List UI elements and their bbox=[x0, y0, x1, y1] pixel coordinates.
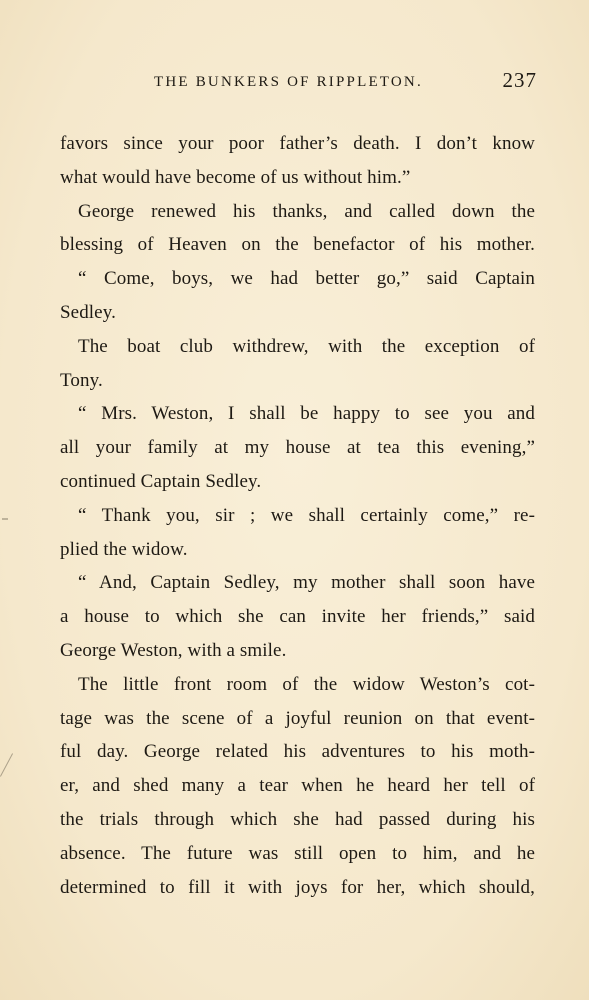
text-line: what would have become of us without him.” bbox=[60, 166, 411, 188]
body-text bbox=[60, 127, 535, 904]
text-line: favors since your poor father’s death. I don’t know bbox=[60, 133, 535, 154]
text-line: George Weston, with a smile. bbox=[60, 639, 287, 661]
text-line: er, and shed many a tear when he heard her tell of bbox=[60, 775, 535, 797]
text-line: The boat club withdrew, with the exception of bbox=[78, 335, 535, 357]
text-line: the trials through which she had passed during his bbox=[60, 808, 535, 830]
text-line: all your family at my house at tea this evening,” bbox=[60, 437, 535, 459]
text-line: ful day. George related his adventures to his moth- bbox=[60, 741, 535, 763]
text-line: plied the widow. bbox=[60, 538, 188, 560]
margin-tick bbox=[0, 753, 13, 776]
text-line: determined to fill it with joys for her, which should, bbox=[60, 876, 535, 898]
page-number: 237 bbox=[502, 68, 537, 92]
text-line: Tony. bbox=[60, 369, 103, 391]
running-header bbox=[60, 70, 539, 94]
text-line: George renewed his thanks, and called down the bbox=[78, 200, 535, 222]
text-line: “ Mrs. Weston, I shall be happy to see you and bbox=[78, 403, 535, 425]
text-line: absence. The future was still open to him, and he bbox=[60, 842, 535, 864]
text-line: “ And, Captain Sedley, my mother shall soon have bbox=[78, 572, 535, 594]
text-line: blessing of Heaven on the benefactor of his mother. bbox=[60, 234, 535, 256]
margin-mark bbox=[2, 518, 8, 520]
text-line: continued Captain Sedley. bbox=[60, 470, 262, 492]
text-line: “ Thank you, sir ; we shall certainly come,” re- bbox=[78, 504, 535, 526]
text-line: “ Come, boys, we had better go,” said Captain bbox=[78, 268, 535, 290]
text-line: The little front room of the widow Weston’s cot- bbox=[78, 673, 535, 695]
running-title: THE BUNKERS OF RIPPLETON. bbox=[154, 74, 423, 90]
text-line: tage was the scene of a joyful reunion on that event- bbox=[60, 707, 535, 729]
text-line: Sedley. bbox=[60, 301, 116, 323]
text-line: a house to which she can invite her friends,” said bbox=[60, 606, 535, 628]
